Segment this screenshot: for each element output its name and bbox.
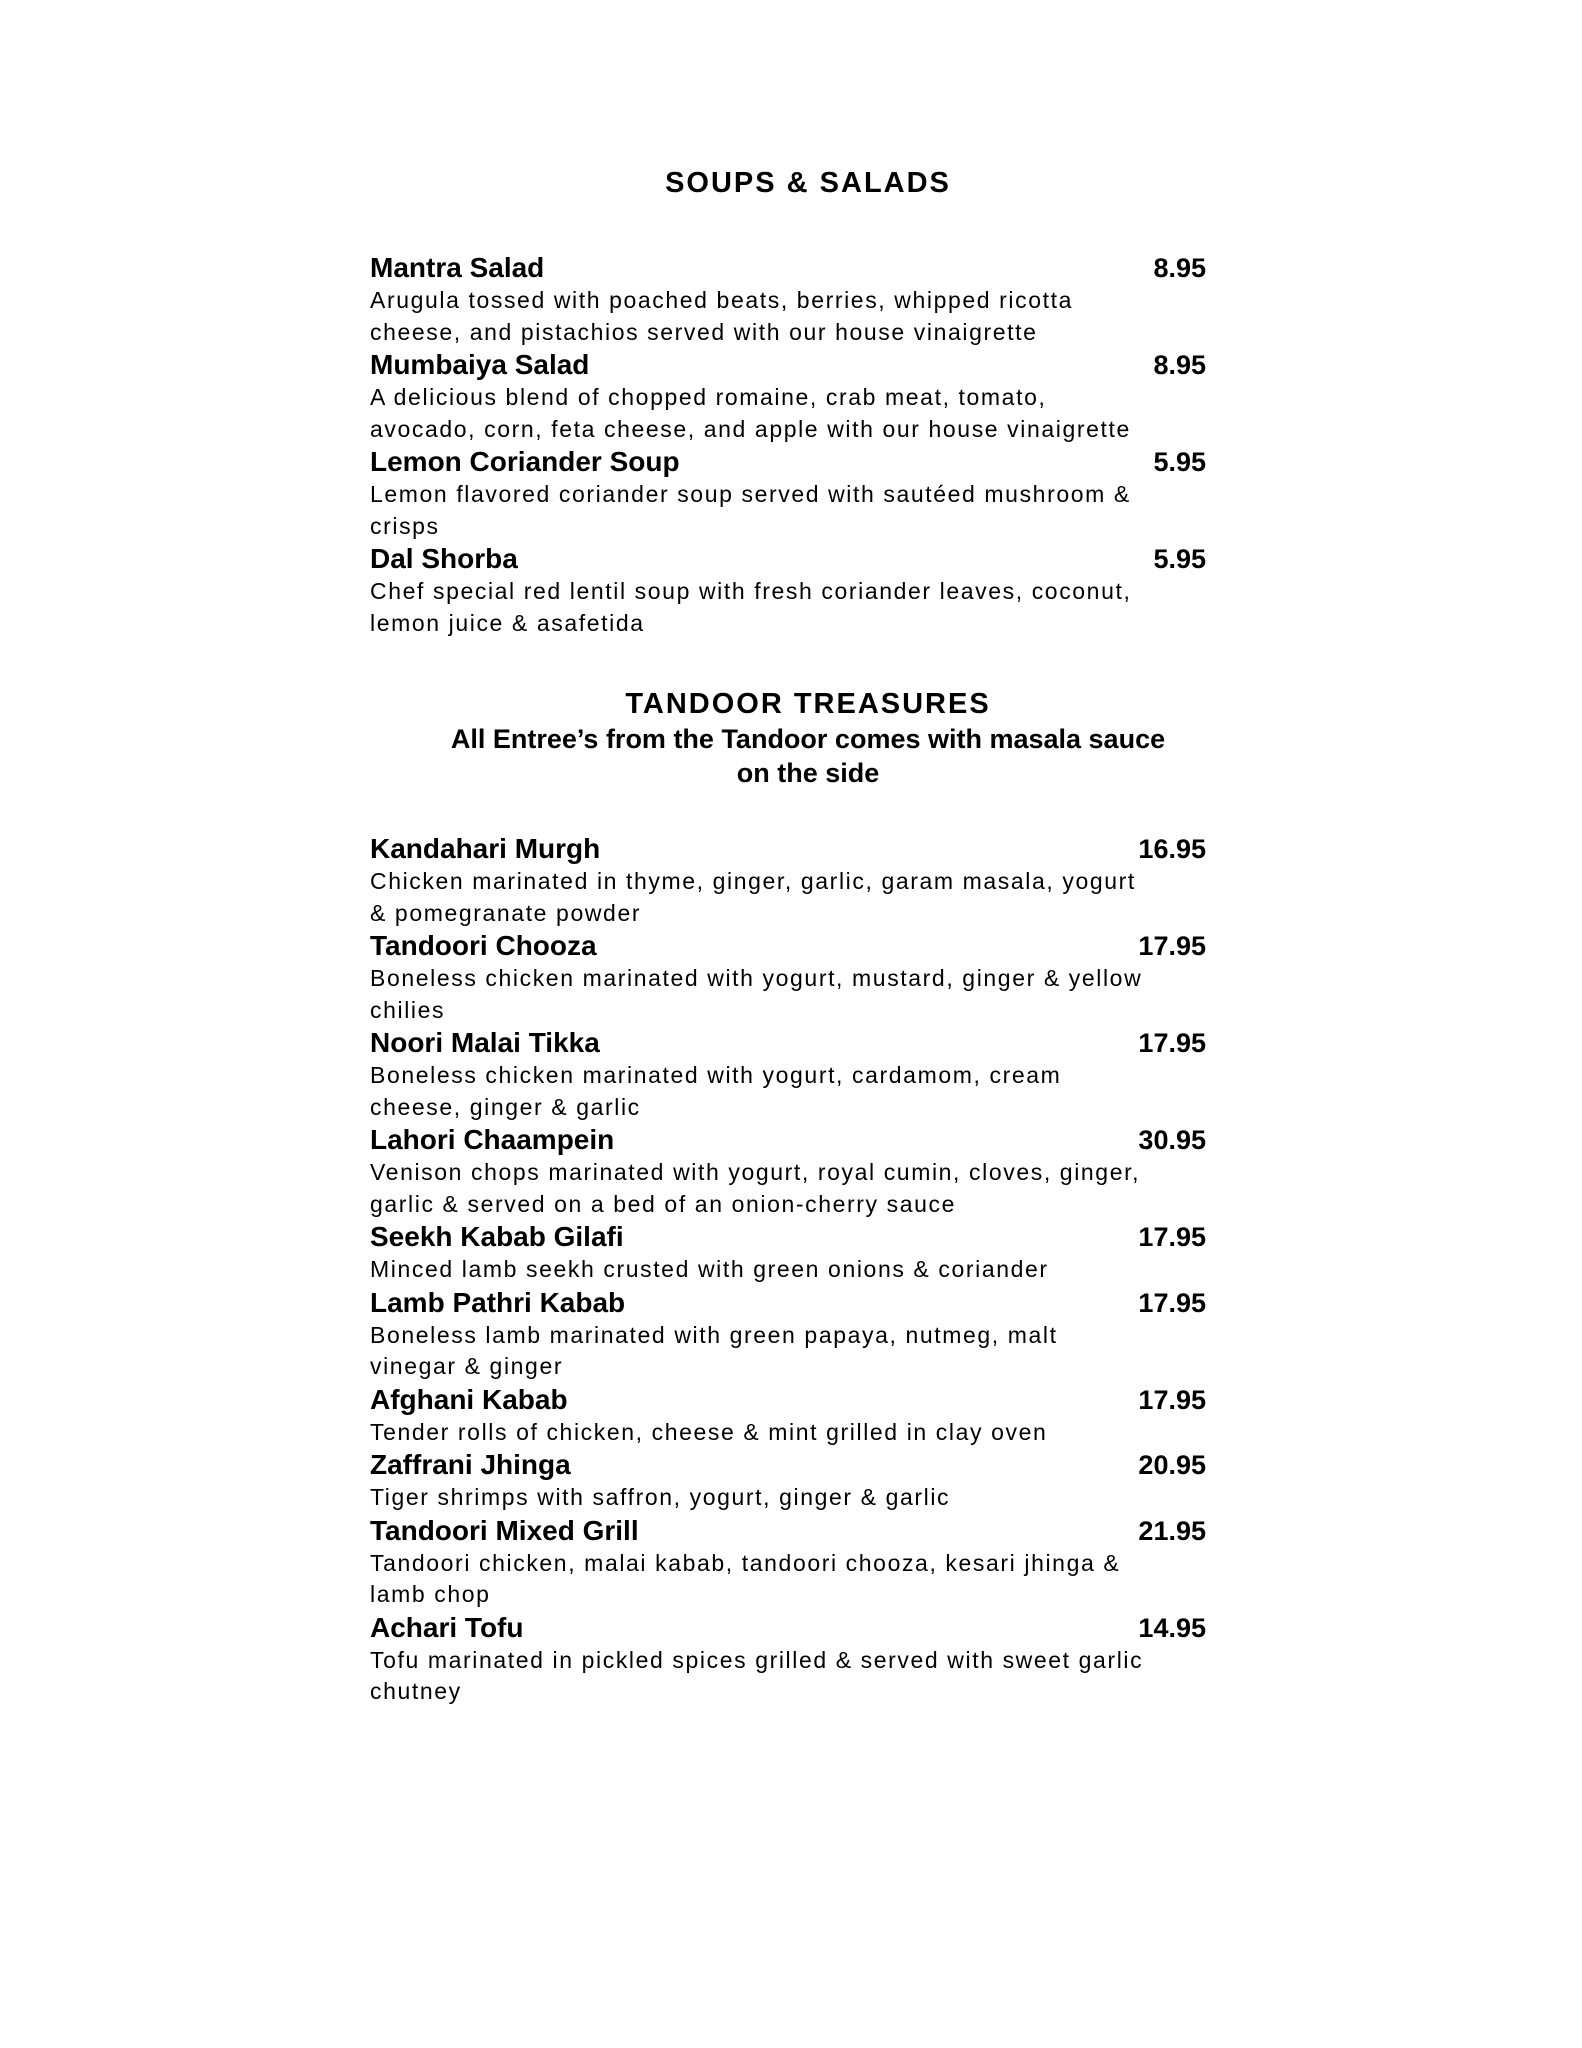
item-name: Achari Tofu (370, 1611, 524, 1643)
menu-item-header (370, 1286, 1206, 1320)
menu-item-header (370, 542, 1206, 576)
menu-item (370, 1123, 1206, 1220)
menu-item (370, 542, 1206, 639)
menu-item (370, 832, 1206, 929)
item-name: Lamb Pathri Kabab (370, 1286, 626, 1318)
menu-item (370, 348, 1206, 445)
menu-page (370, 165, 1206, 1708)
menu-item (370, 1220, 1206, 1286)
menu-item (370, 251, 1206, 348)
menu-item-header (370, 1611, 1206, 1645)
menu-item (370, 1383, 1206, 1449)
item-description: Boneless lamb marinated with green papaya, nutmeg, malt vinegar & ginger (370, 1321, 1058, 1379)
menu-item (370, 929, 1206, 1026)
item-description: Arugula tossed with poached beats, berries, whipped ricotta cheese, and pistachios served with our house vinaigrette (370, 287, 1073, 345)
item-description: Boneless chicken marinated with yogurt, cardamom, cream cheese, ginger & garlic (370, 1062, 1062, 1120)
item-name: Lahori Chaampein (370, 1124, 615, 1155)
menu-item (370, 1611, 1206, 1708)
item-price: 17.95 (1138, 1384, 1206, 1415)
item-price: 16.95 (1138, 834, 1206, 864)
item-name: Seekh Kabab Gilafi (370, 1221, 624, 1252)
menu-item (370, 1448, 1206, 1514)
item-name: Kandahari Murgh (370, 833, 601, 864)
item-description: Tiger shrimps with saffron, yogurt, ginger & garlic (370, 1484, 951, 1510)
item-price: 14.95 (1138, 1612, 1206, 1643)
section-title-soups-salads: SOUPS & SALADS (665, 167, 951, 199)
item-description: Chicken marinated in thyme, ginger, garlic, garam masala, yogurt & pomegranate powder (370, 868, 1136, 926)
item-description: A delicious blend of chopped romaine, crab meat, tomato, avocado, corn, feta cheese, and apple with our house vinaigrette (370, 384, 1131, 442)
menu-item-header (370, 445, 1206, 479)
menu-item-header (370, 1514, 1206, 1548)
item-description: Tender rolls of chicken, cheese & mint grilled in clay oven (370, 1418, 1048, 1445)
item-price: 21.95 (1138, 1515, 1206, 1546)
item-price: 17.95 (1138, 1222, 1206, 1252)
item-name: Mumbaiya Salad (370, 349, 590, 380)
item-price: 5.95 (1153, 544, 1206, 574)
item-description: Tandoori chicken, malai kabab, tandoori chooza, kesari jhinga & lamb chop (370, 1549, 1121, 1607)
item-name: Dal Shorba (370, 543, 518, 574)
menu-item-header (370, 251, 1206, 285)
item-price: 17.95 (1138, 1028, 1206, 1058)
item-name: Afghani Kabab (370, 1383, 568, 1415)
item-price: 20.95 (1138, 1450, 1206, 1480)
item-description: Tofu marinated in pickled spices grilled & served with sweet garlic chutney (370, 1646, 1144, 1704)
item-name: Zaffrani Jhinga (370, 1449, 571, 1480)
item-description: Boneless chicken marinated with yogurt, mustard, ginger & yellow chilies (370, 965, 1143, 1023)
item-description: Chef special red lentil soup with fresh coriander leaves, coconut, lemon juice & asafetida (370, 578, 1132, 636)
menu-item (370, 445, 1206, 542)
item-name: Lemon Coriander Soup (370, 446, 680, 477)
item-price: 17.95 (1138, 1287, 1206, 1318)
item-name: Tandoori Chooza (370, 930, 597, 961)
tandoor-treasures-section (370, 686, 1206, 1708)
menu-item-header (370, 1026, 1206, 1060)
item-name: Tandoori Mixed Grill (370, 1514, 639, 1546)
menu-item-header (370, 1220, 1206, 1254)
menu-item-header (370, 1123, 1206, 1157)
item-price: 30.95 (1138, 1125, 1206, 1155)
menu-item-header (370, 832, 1206, 866)
menu-item-header (370, 1448, 1206, 1482)
item-description: Lemon flavored coriander soup served with sautéed mushroom & crisps (370, 481, 1131, 539)
menu-item-header (370, 1383, 1206, 1417)
soups-salads-section (370, 165, 1206, 639)
menu-item-header (370, 348, 1206, 382)
menu-item-header (370, 929, 1206, 963)
section-subtitle-tandoor: All Entree’s from the Tandoor comes with masala sauce on the side (450, 724, 1166, 788)
item-price: 8.95 (1153, 350, 1206, 380)
item-price: 5.95 (1153, 447, 1206, 477)
item-name: Mantra Salad (370, 252, 545, 283)
item-price: 17.95 (1138, 931, 1206, 961)
item-name: Noori Malai Tikka (370, 1027, 600, 1058)
section-title-tandoor-treasures: TANDOOR TREASURES (625, 688, 991, 720)
item-description: Venison chops marinated with yogurt, royal cumin, cloves, ginger, garlic & served on a bed of an onion-cherry sauce (370, 1159, 1141, 1217)
menu-item (370, 1026, 1206, 1123)
item-description: Minced lamb seekh crusted with green onions & coriander (370, 1256, 1049, 1282)
menu-item (370, 1286, 1206, 1383)
menu-item (370, 1514, 1206, 1611)
item-price: 8.95 (1153, 253, 1206, 283)
